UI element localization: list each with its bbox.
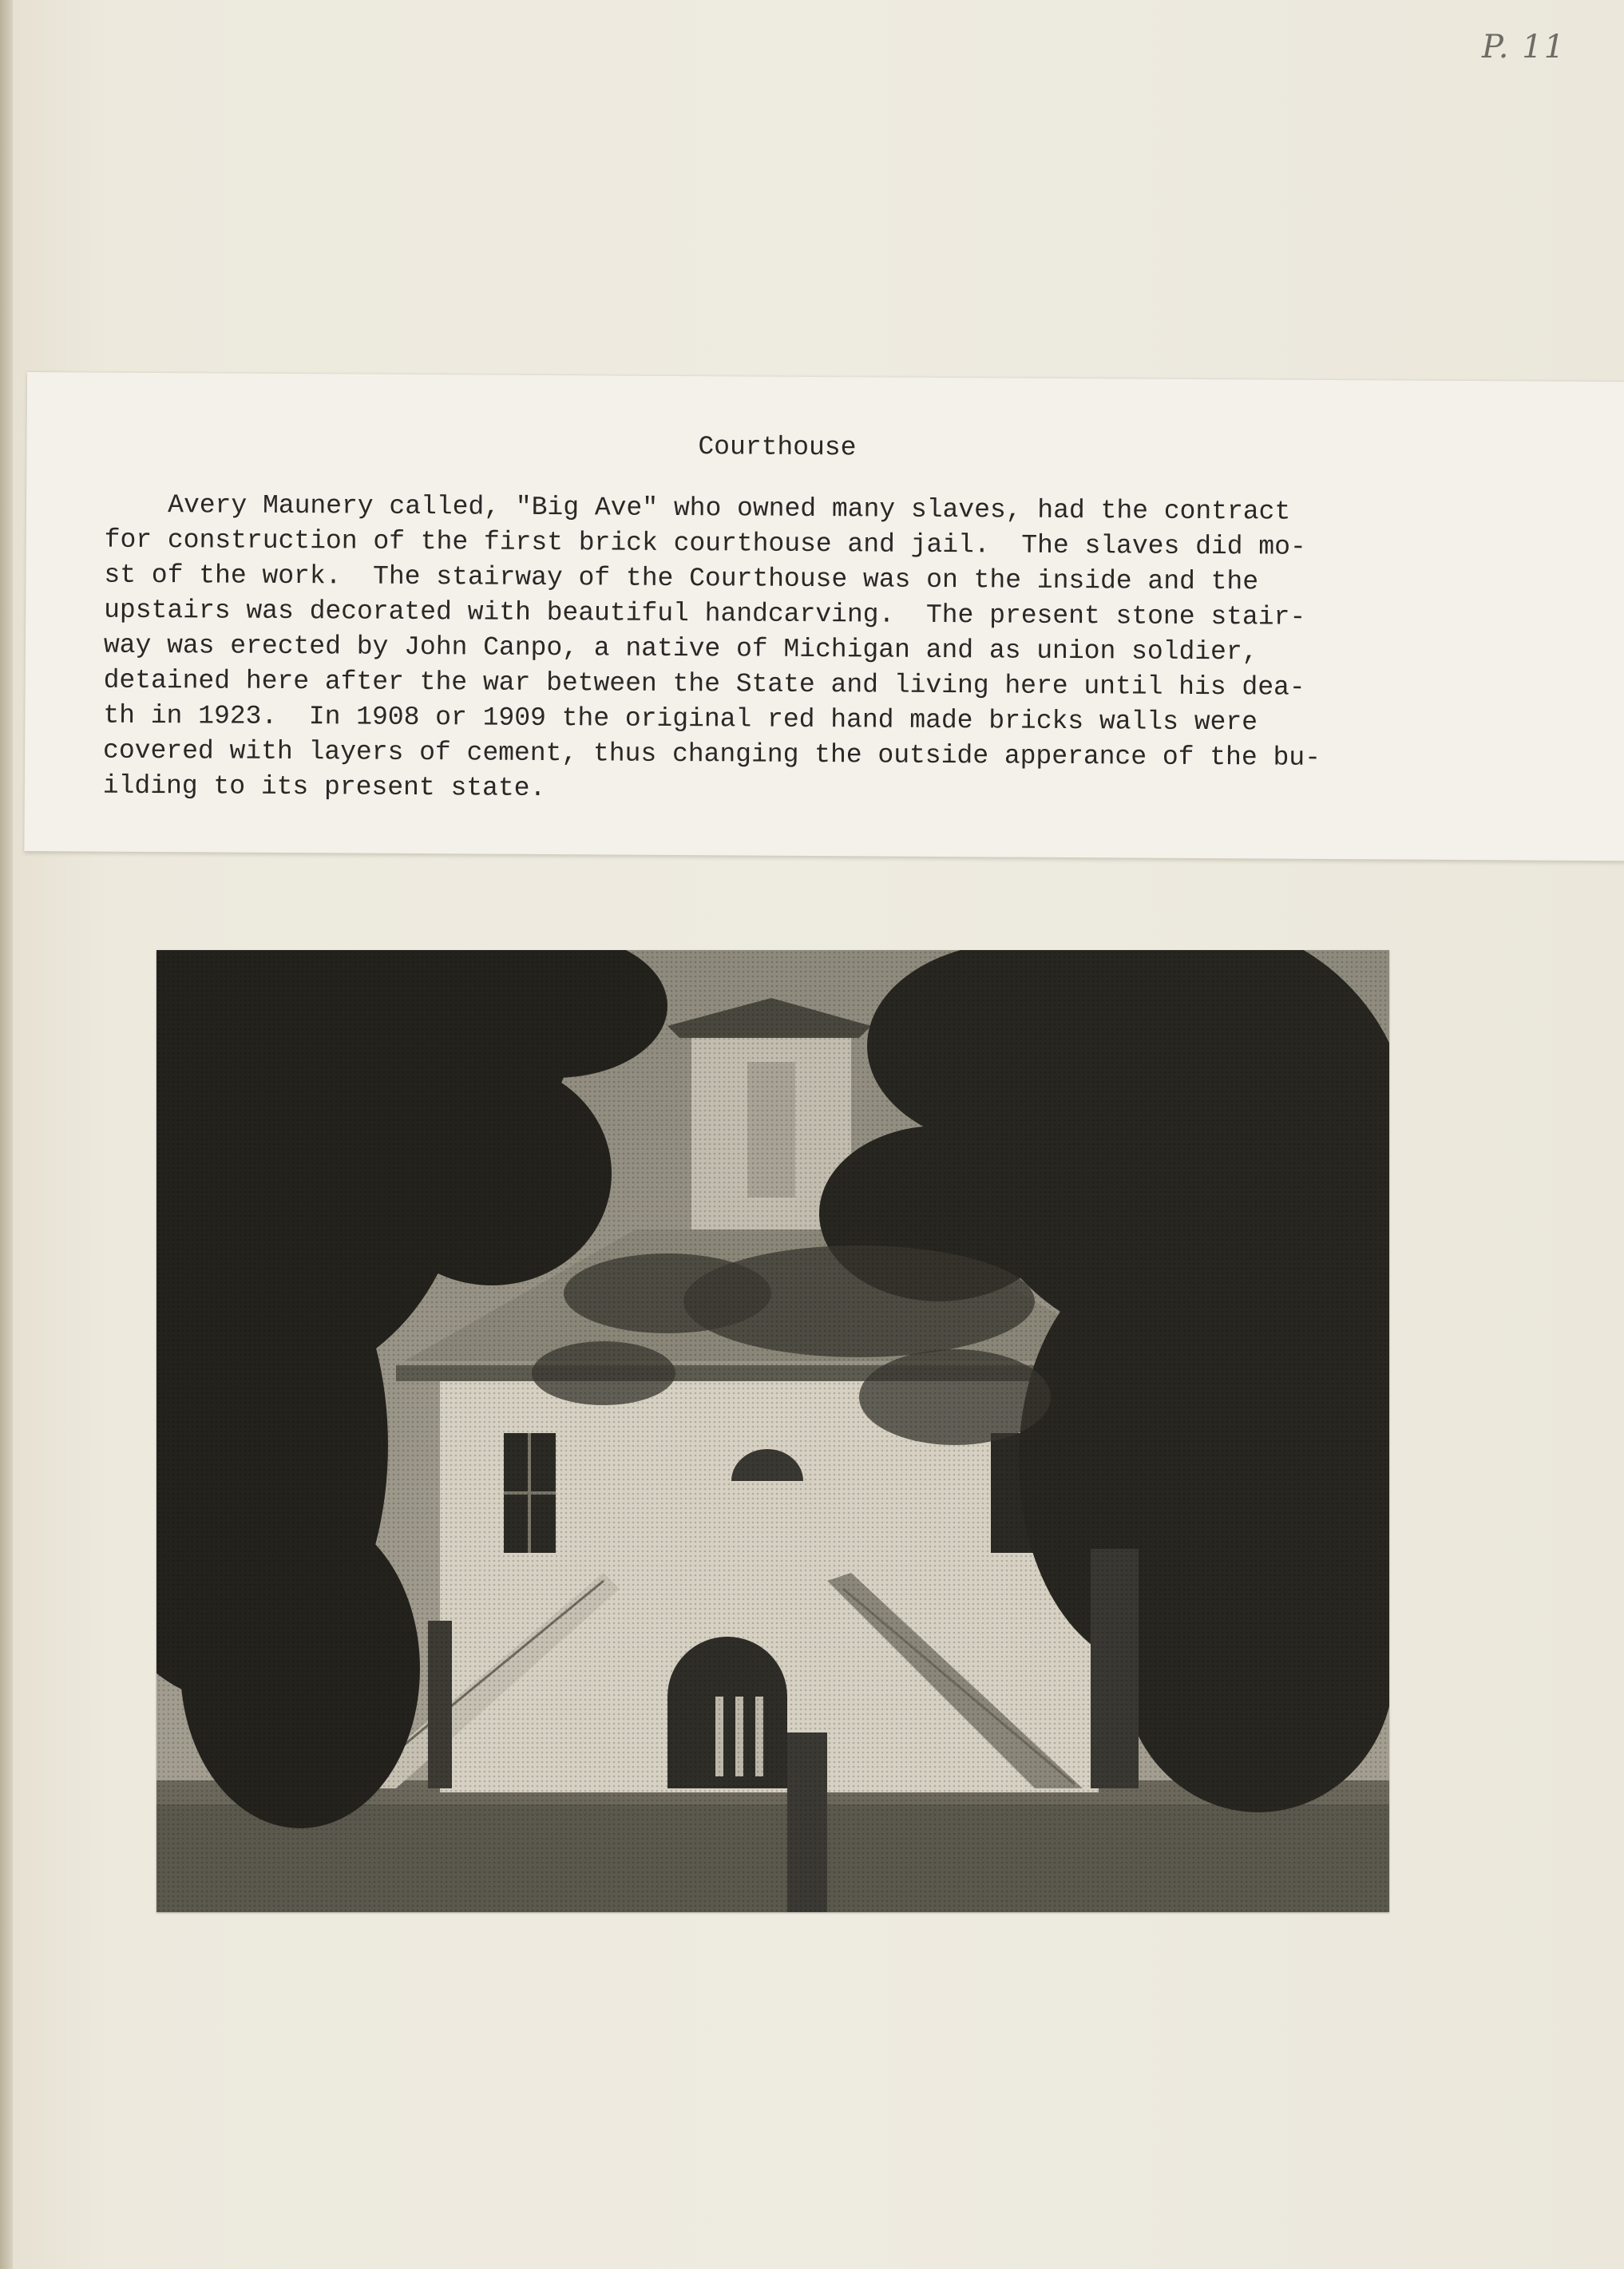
page-title: Courthouse — [698, 432, 857, 463]
body-line: ilding to its present state. — [102, 770, 546, 803]
body-line: st of the work. The stairway of the Courthouse was on the inside and the — [104, 560, 1259, 597]
body-line: upstairs was decorated with beautiful handcarving. The present stone stair- — [104, 595, 1306, 632]
body-line: covered with layers of cement, thus changing the outside apperance of the bu- — [102, 735, 1321, 773]
body-line: Avery Maunery called, "Big Ave" who owned many slaves, had the contract — [104, 489, 1291, 527]
typed-text-slip — [24, 372, 1624, 861]
page-number-mark: P. 11 — [1482, 29, 1567, 65]
body-line: way was erected by John Canpo, a native of Michigan and as union soldier, — [103, 630, 1258, 667]
courthouse-photo-illustration — [156, 950, 1389, 1912]
body-line: for construction of the first brick courthouse and jail. The slaves did mo- — [104, 525, 1306, 562]
body-text — [103, 488, 1510, 813]
courthouse-photograph — [156, 950, 1389, 1912]
binding-edge — [0, 0, 13, 2269]
body-line: th in 1923. In 1908 or 1909 the original red hand made bricks walls were — [103, 700, 1258, 738]
body-line: detained here after the war between the State and living here until his dea- — [103, 665, 1305, 703]
scrapbook-page — [13, 0, 1624, 2269]
